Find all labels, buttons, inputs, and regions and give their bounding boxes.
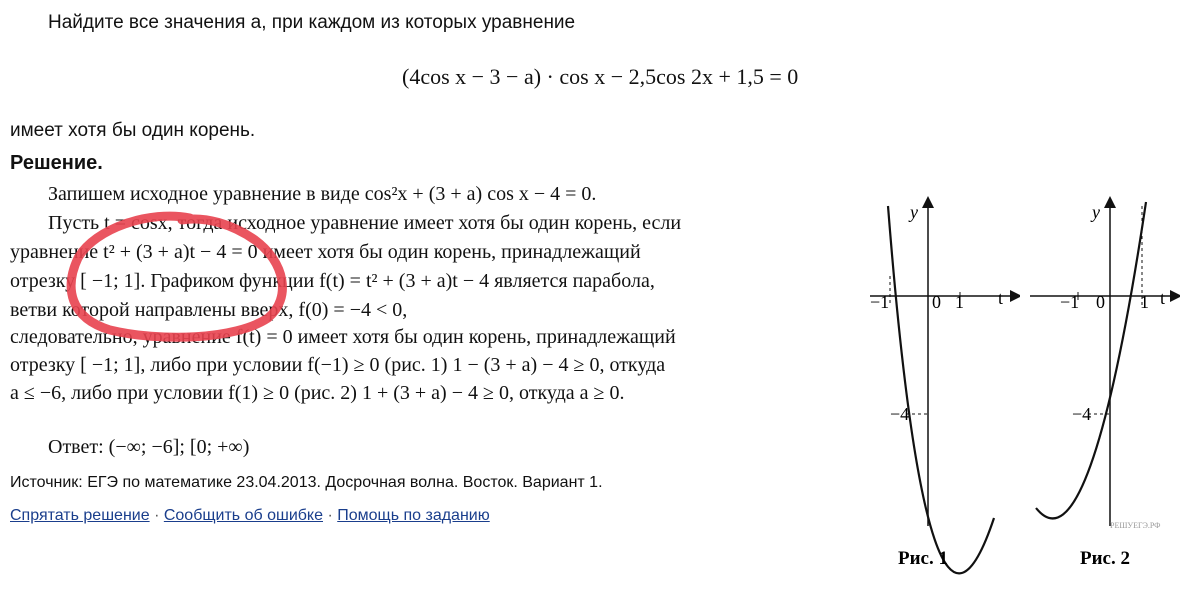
t-axis-label: t (1160, 288, 1166, 308)
figure-2 (1026, 196, 1180, 576)
tick-label-minus4: −4 (890, 404, 910, 424)
report-error-link[interactable]: Сообщить об ошибке (163, 507, 323, 524)
red-annotation-loop (71, 216, 282, 337)
solution-line: отрезку [ −1; 1], либо при условии f(−1) ≥ 0 (рис. 1) 1 − (3 + a) − 4 ≥ 0, откуда (10, 354, 666, 376)
tick-label-minus4: −4 (1072, 404, 1092, 424)
link-separator: · (154, 507, 160, 524)
figure-1 (866, 196, 1020, 576)
problem-equation: (4cos x − 3 − a) · cos x − 2,5cos 2x + 1,5 = 0 (402, 64, 799, 89)
figure-caption: Рис. 1 (898, 548, 948, 569)
solution-line: отрезку [ −1; 1]. Графиком функции f(t) = t² + (3 + a)t − 4 является парабола, (10, 270, 655, 292)
link-separator: · (327, 507, 333, 524)
hide-solution-link[interactable]: Спрятать решение (10, 507, 150, 524)
watermark: РЕШУЕГЭ.РФ (1110, 521, 1161, 530)
tick-label-0: 0 (932, 292, 941, 312)
solution-line: следовательно, уравнение f(t) = 0 имеет хотя бы один корень, принадлежащий (10, 326, 676, 348)
source-note: Источник: ЕГЭ по математике 23.04.2013. Досрочная волна. Восток. Вариант 1. (10, 474, 603, 491)
tick-label-0: 0 (1096, 292, 1105, 312)
tick-label-minus1: −1 (1060, 292, 1080, 312)
y-axis-label: y (910, 202, 918, 222)
solution-line: Пусть t = cosx, тогда исходное уравнение имеет хотя бы один корень, если (48, 212, 682, 234)
problem-intro: Найдите все значения a, при каждом из которых уравнение (48, 12, 576, 33)
parabola-2 (1036, 202, 1146, 518)
parabola-1 (888, 206, 994, 573)
task-help-link[interactable]: Помощь по заданию (337, 507, 490, 524)
answer: Ответ: (−∞; −6]; [0; +∞) (48, 436, 250, 458)
figure-caption: Рис. 2 (1080, 548, 1130, 569)
solution-heading: Решение. (10, 152, 103, 174)
problem-tail: имеет хотя бы один корень. (10, 120, 256, 141)
solution-line: a ≤ −6, либо при условии f(1) ≥ 0 (рис. 2) 1 + (3 + a) − 4 ≥ 0, откуда a ≥ 0. (10, 382, 625, 404)
solution-line: Запишем исходное уравнение в виде cos²x + (3 + a) cos x − 4 = 0. (48, 183, 597, 205)
tick-label-1: 1 (955, 292, 964, 312)
solution-line: уравнение t² + (3 + a)t − 4 = 0 имеет хотя бы один корень, принадлежащий (10, 241, 641, 263)
tick-label-minus1: −1 (870, 292, 890, 312)
tick-label-1: 1 (1140, 292, 1149, 312)
y-axis-label: y (1092, 202, 1100, 222)
t-axis-label: t (998, 288, 1004, 308)
solution-line: ветви которой направлены вверх, f(0) = −4 < 0, (10, 299, 408, 321)
